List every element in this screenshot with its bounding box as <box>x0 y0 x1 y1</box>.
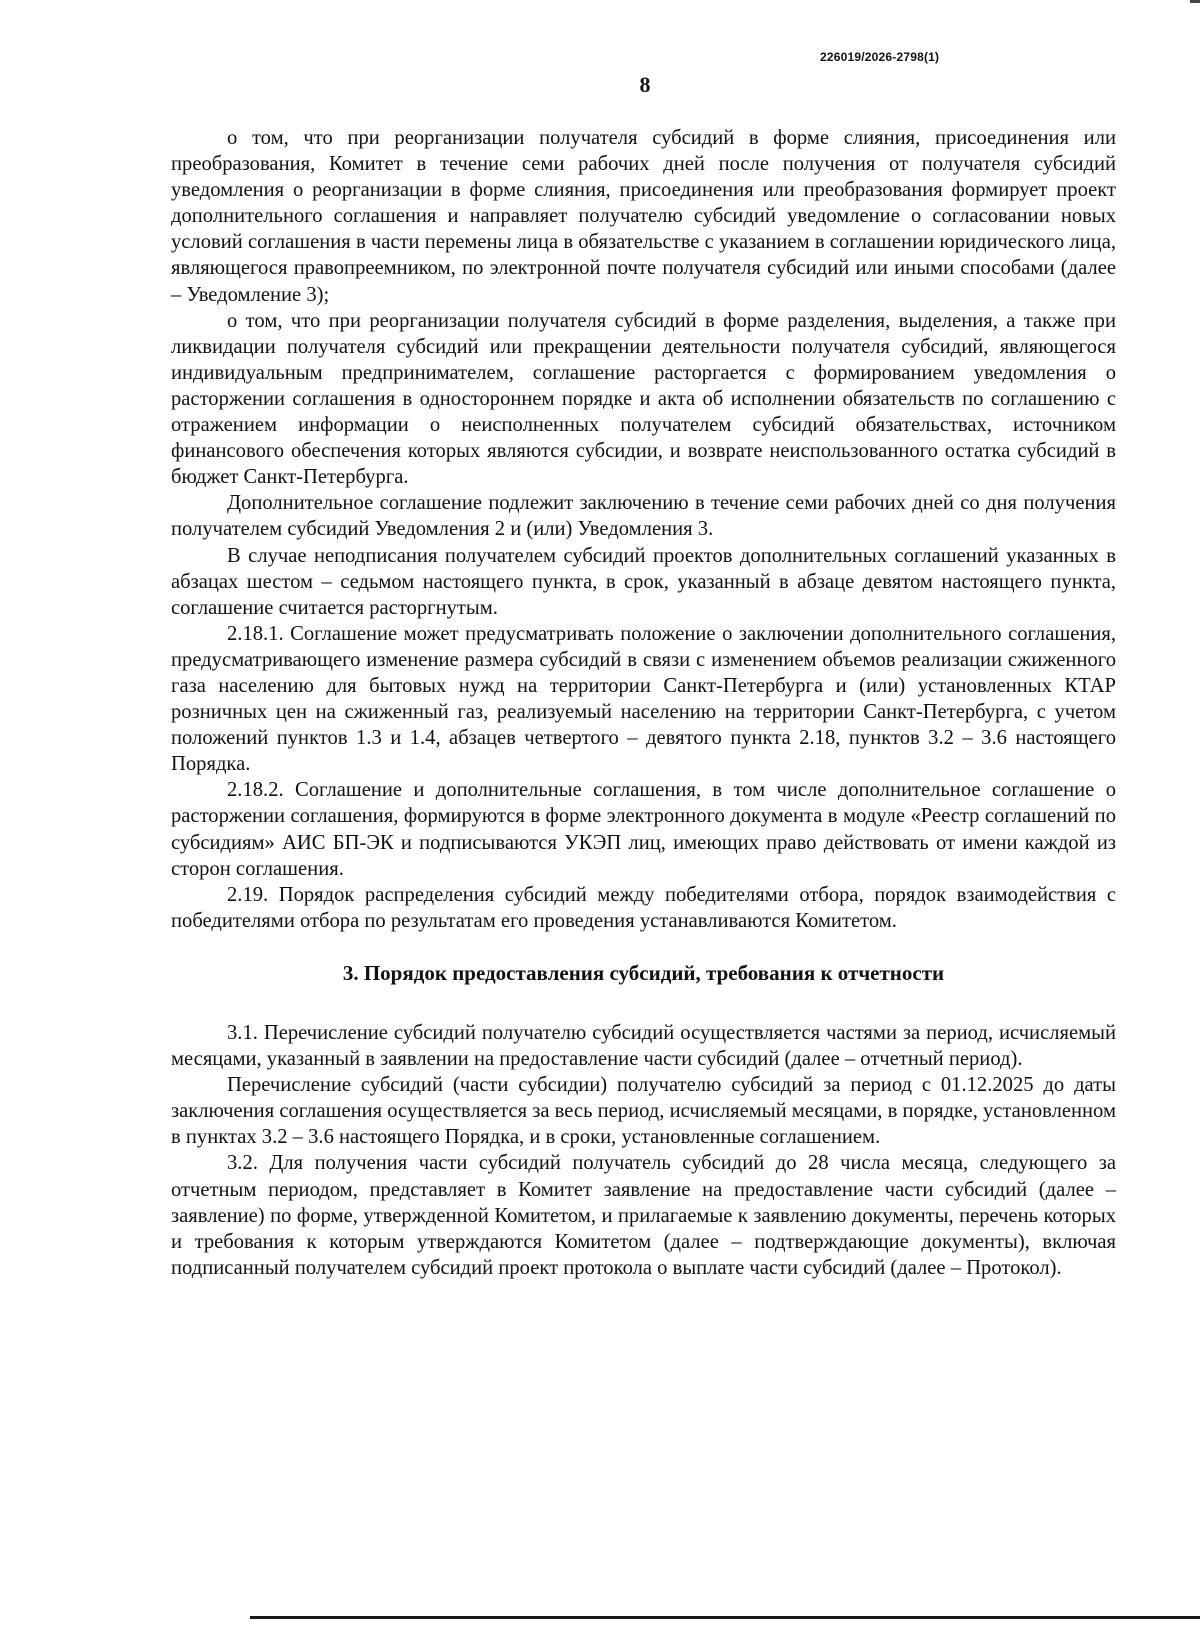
paragraph: 2.18.1. Соглашение может предусматривать положение о заключении дополнительного соглашения, предусматривающего изменение размера субсидий в связи с изменением объемов реализации сжиженного газа населению для бытовых нужд на территории Санкт-Петербурга и (или) установленных КТАР розничных цен на сжиженный газ, реализуемый населению на территории Санкт-Петербурга, с учетом положений пунктов 1.3 и 1.4, абзацев четвертого – девятого пункта 2.18, пунктов 3.2 – 3.6 настоящего Порядка. <box>171 622 1116 776</box>
page-number: 8 <box>639 72 651 97</box>
section-heading: 3. Порядок предоставления субсидий, требования к отчетности <box>342 960 945 985</box>
paragraph: В случае неподписания получателем субсидий проектов дополнительных соглашений указанных в абзацах шестом – седьмом настоящего пункта, в срок, указанный в абзаце девятом настоящего пункта, соглашение считается расторгнутым. <box>171 544 1116 619</box>
paragraph: Перечисление субсидий (части субсидии) получателю субсидий за период с 01.12.2025 до даты заключения соглашения осуществляется за весь период, исчисляемый месяцами, в порядке, установленном в пунктах 3.2 – 3.6 настоящего Порядка, и в сроки, установленные соглашением. <box>171 1074 1116 1149</box>
paragraph: 2.19. Порядок распределения субсидий между победителями отбора, порядок взаимодействия с победителями отбора по результатам его проведения устанавливаются Комитетом. <box>171 883 1116 932</box>
paragraph: 3.1. Перечисление субсидий получателю субсидий осуществляется частями за период, исчисляемый месяцами, указанный в заявлении на предоставление части субсидий (далее – отчетный период). <box>171 1022 1116 1071</box>
paragraph: о том, что при реорганизации получателя субсидий в форме разделения, выделения, а также при ликвидации получателя субсидий или прекращении деятельности получателя субсидий, являющегося индивидуальным предпринимателем, соглашение расторгается с формированием уведомления о расторжении соглашения в одностороннем порядке и акта об исполнении обязательств по соглашению с отражением информации о неисполненных получателем субсидий обязательствах, источником финансового обеспечения которых являются субсидии, и возврате неиспользованного остатка субсидий в бюджет Санкт-Петербурга. <box>171 309 1116 489</box>
paragraph: 2.18.2. Соглашение и дополнительные соглашения, в том числе дополнительное соглашение о расторжении соглашения, формируются в форме электронного документа в модуле «Реестр соглашений по субсидиям» АИС БП-ЭК и подписываются УКЭП лиц, имеющих право действовать от имени каждой из сторон соглашения. <box>171 779 1116 880</box>
scan-edge-line <box>250 1616 1200 1619</box>
paragraph: о том, что при реорганизации получателя субсидий в форме слияния, присоединения или преобразования, Комитет в течение семи рабочих дней после получения от получателя субсидий уведомления о реорганизации в форме слияния, присоединения или преобразования формирует проект дополнительного соглашения и направляет получателю субсидий уведомление о согласовании новых условий соглашения в части перемены лица в обязательстве с указанием в соглашении юридического лица, являющегося правопреемником, по электронной почте получателя субсидий или иными способами (далее – Уведомление 3); <box>171 127 1116 306</box>
paragraph: 3.2. Для получения части субсидий получатель субсидий до 28 числа месяца, следующего за отчетным периодом, представляет в Комитет заявление на предоставление части субсидий (далее – заявление) по форме, утвержденной Комитетом, и прилагаемые к заявлению документы, перечень которых и требования к которым утверждаются Комитетом (далее – подтверждающие документы), включая подписанный получателем субсидий проект протокола о выплате части субсидий (далее – Протокол). <box>171 1152 1116 1279</box>
document-body <box>171 125 1116 1281</box>
paragraph: Дополнительное соглашение подлежит заключению в течение семи рабочих дней со дня получения получателем субсидий Уведомления 2 и (или) Уведомления 3. <box>171 492 1116 541</box>
document-id: 226019/2026-2798(1) <box>820 50 940 64</box>
scan-artifact <box>1190 0 1200 3</box>
